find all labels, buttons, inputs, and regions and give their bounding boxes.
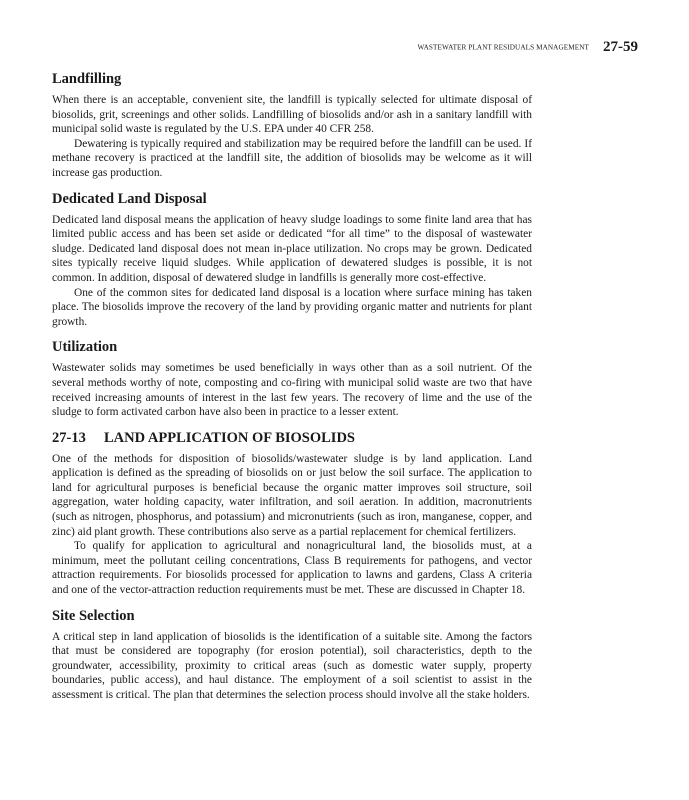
paragraph: When there is an acceptable, convenient site, the landfill is typically selected for ultimate disposal of biosolids, grit, screenings and other solids. Landfilling of biosolids and/or ash in a sanitary landfill with municipal solid waste is regulated by the U.S. EPA under 40 CFR 258. <box>52 94 532 136</box>
paragraph: One of the methods for disposition of biosolids/wastewater sludge is by land application. Land application is defined as the spreading of biosolids on or just below the soil surface. The application to land for agricultural purposes is beneficial because the organic matter improves soil structure, soil aggregation, water holding capacity, water infiltration, and soil aeration. In addition, macronutrients (such as nitrogen, phosphorus, and potassium) and micronutrients (such as iron, manganese, copper, and zinc) aid plant growth. These contributions also serve as a partial replacement for chemical fertilizers. <box>52 452 532 538</box>
section-title: LAND APPLICATION OF BIOSOLIDS <box>104 429 355 446</box>
section-land-application <box>52 429 532 598</box>
paragraph: One of the common sites for dedicated land disposal is a location where surface mining has taken place. The biosolids improve the recovery of the land by providing organic matter and nutrients for plant growth. <box>52 286 532 328</box>
section-dedicated-land-disposal <box>52 190 532 330</box>
paragraph: To qualify for application to agricultural and nonagricultural land, the biosolids must, at a minimum, meet the pollutant ceiling concentrations, Class B requirements for pathogens, and vector attraction requirements. For biosolids processed for application to lawns and gardens, Class A criteria and one of the vector-attraction reduction requirements must be met. These are discussed in Chapter 18. <box>52 540 532 597</box>
section-number: 27-13 <box>52 429 86 446</box>
page-body <box>52 70 532 712</box>
running-head <box>52 38 638 56</box>
paragraph: Dewatering is typically required and stabilization may be required before the landfill can be used. If methane recovery is practiced at the landfill site, the addition of biosolids may be welcome as it will increase gas production. <box>52 137 532 179</box>
page-number: 27-59 <box>603 38 638 55</box>
paragraph: Wastewater solids may sometimes be used beneficially in ways other than as a soil nutrient. Of the several methods worthy of note, composting and co-firing with municipal solid waste are two that have received increasing amounts of interest in the last few years. The recovery of lime and the use of the sludge to form activated carbon have also been in practice to a lesser extent. <box>52 362 532 419</box>
section-utilization <box>52 338 532 419</box>
section-landfilling <box>52 70 532 181</box>
running-head-title: WASTEWATER PLANT RESIDUALS MANAGEMENT <box>417 43 589 52</box>
heading-dedicated-land-disposal: Dedicated Land Disposal <box>52 190 207 207</box>
paragraph: A critical step in land application of biosolids is the identification of a suitable site. Among the factors that must be considered are topography (for erosion potential), soil characteristics, depth to the groundwater, accessibility, proximity to critical areas (such as domestic water supply, property boundaries, public access), and haul distance. The employment of a soil scientist to assist in the assessment is critical. The plan that determines the selection process should involve all the stake holders. <box>52 630 532 701</box>
section-heading-27-13 <box>52 429 532 447</box>
heading-landfilling: Landfilling <box>52 71 122 87</box>
paragraph: Dedicated land disposal means the application of heavy sludge loadings to some finite land area that has limited public access and has been set aside or dedicated “for all time” to the disposal of wastewater sludge. Dedicated land disposal does not mean in-place utilization. No crops may be grown. Dedicated sites typically receive liquid sludges. While application of dewatered sludges is possible, it is not common. In addition, disposal of dewatered sludge in landfills is generally more cost-effective. <box>52 213 532 284</box>
heading-site-selection: Site Selection <box>52 607 135 624</box>
section-site-selection <box>52 607 532 703</box>
heading-utilization: Utilization <box>52 339 118 356</box>
